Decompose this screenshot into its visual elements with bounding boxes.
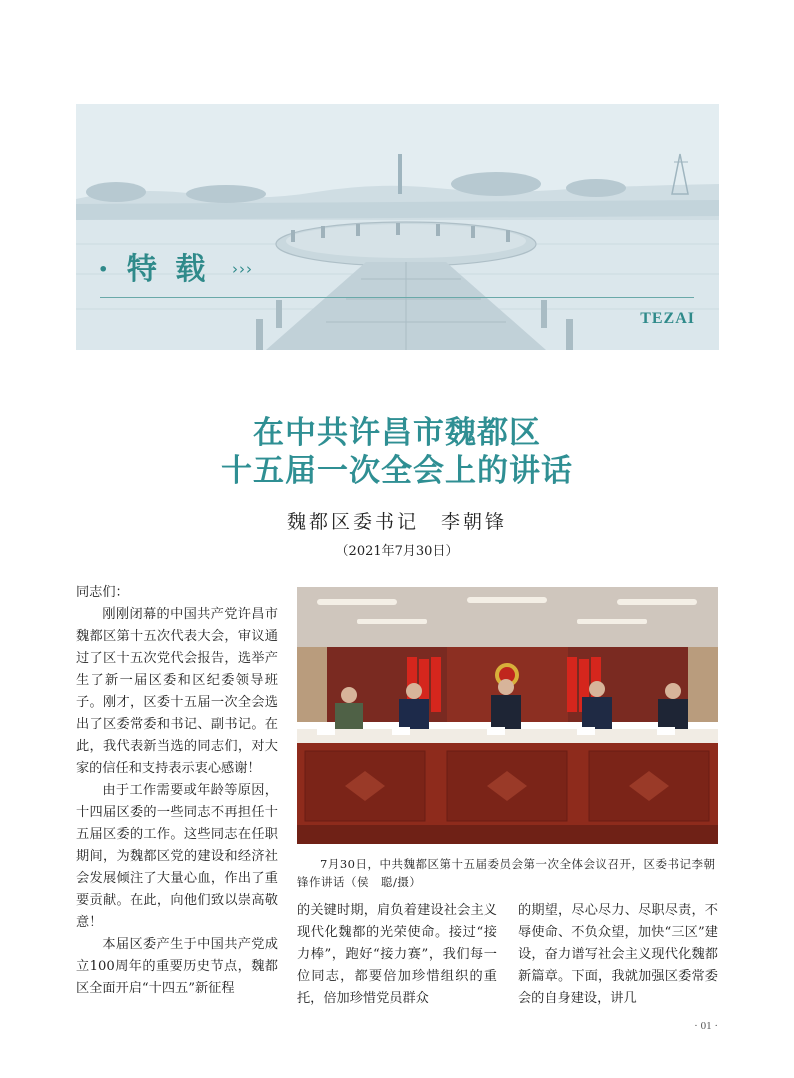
photo-caption: 7月30日，中共魏都区第十五届委员会第一次全体会议召开，区委书记李朝锋作讲话（侯 聪/摄） (297, 857, 716, 889)
chevron-right-icon: ››› (232, 260, 253, 278)
salutation: 同志们： (76, 585, 129, 600)
body-column-3 (518, 900, 718, 1010)
body-column-2 (297, 900, 497, 1010)
paragraph-2: 由于工作需要或年龄等原因，十四届区委的一些同志不再担任十五届区委的工作。这些同志在任职期间，为魏都区党的建设和经济社会发展倾注了大量心血，作出了重要贡献。在此，向他们致以崇高敬意！ (76, 783, 278, 930)
article-byline (0, 507, 794, 534)
banner-divider (100, 297, 694, 298)
section-banner (76, 104, 719, 350)
body-column-1 (76, 582, 278, 1000)
article-title-line-1: 在中共许昌市魏都区 (253, 415, 541, 451)
section-english-label: TEZAI (640, 310, 695, 327)
paragraph-3: 本届区委产生于中国共产党成立100周年的重要历史节点，魏都区全面开启“十四五”新征程 (76, 937, 278, 996)
author-role: 魏都区委书记 (286, 511, 419, 533)
section-title: · 特 载 (98, 252, 210, 287)
author-name: 李朝锋 (441, 511, 508, 533)
paragraph-3-continued: 的关键时期，肩负着建设社会主义现代化魏都的光荣使命。接过“接力棒”，跑好“接力赛”，我们每一位同志，都要倍加珍惜组织的重托，倍加珍惜党员群众 (297, 903, 497, 1006)
meeting-photo (297, 587, 718, 844)
article-title-line-2: 十五届一次全会上的讲话 (221, 453, 573, 489)
banner-landscape-illustration (76, 104, 719, 350)
speech-date: （2021年7月30日） (335, 544, 459, 559)
paragraph-1: 刚刚闭幕的中国共产党许昌市魏都区第十五次代表大会，审议通过了区十五次党代会报告，选举产生了新一届区委和区纪委领导班子。刚才，区委十五届一次全会选出了区委常委和书记、副书记。在此，我代表新当选的同志们，对大家的信任和支持表示衷心感谢！ (76, 607, 278, 776)
paragraph-3-continued-2: 的期望，尽心尽力、尽职尽责，不辱使命、不负众望，加快“三区”建设，奋力谱写社会主义现代化魏都新篇章。下面，我就加强区委常委会的自身建设，讲几 (518, 903, 718, 1006)
page-number: · 01 · (694, 1020, 718, 1032)
